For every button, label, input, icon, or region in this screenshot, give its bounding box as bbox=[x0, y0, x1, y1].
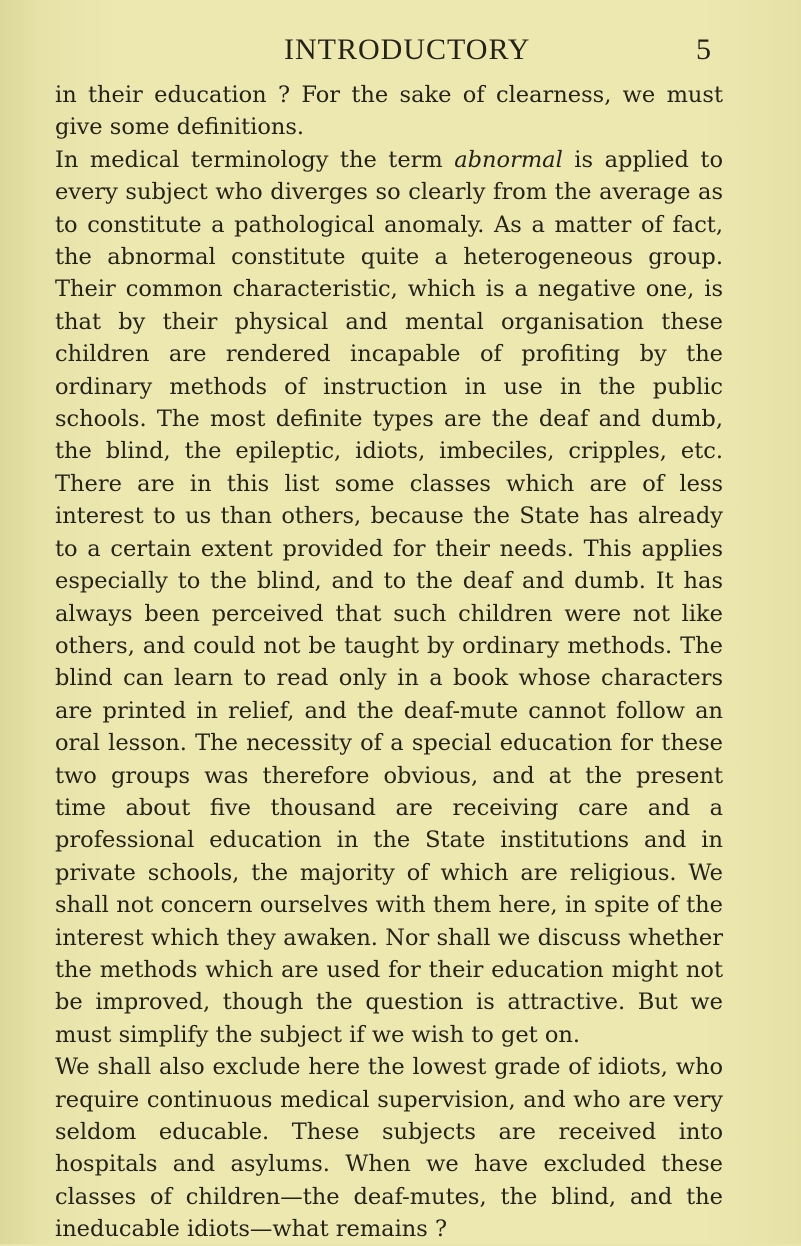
page-header bbox=[0, 30, 801, 70]
paragraph-2-rest: is applied to every subject who diverges so clearly from the average as to constitute a pathological anomaly. As a matter of fact, the abnormal constitute quite a heterogeneous group. Their common characteristic, which is a negative one, is that by their physical and mental organisation these children are rendered incapable of profiting by the ordinary methods of instruction in use in the public schools. The most definite types are the deaf and dumb, the blind, the epileptic, idiots, imbeciles, cripples, etc. There are in this list some classes which are of less interest to us than others, because the State has already to a certain extent provided for their needs. This applies especially to the blind, and to the deaf and dumb. It has always been perceived that such children were not like others, and could not be taught by ordinary methods. The blind can learn to read only in a book whose characters are printed in relief, and the deaf-mute cannot follow an oral lesson. The necessity of a special education for these two groups was therefore obvious, and at the present time about five thousand are receiving care and a professional education in the State institutions and in private schools, the majority of which are religious. We shall not concern ourselves with them here, in spite of the interest which they awaken. Nor shall we discuss whether the methods which are used for their education might not be improved, though the question is attractive. But we must simplify the subject if we wish to get on. bbox=[55, 146, 723, 1048]
paragraph-2-lead: In medical terminology the term bbox=[55, 146, 455, 173]
paragraph-1: in their education ? For the sake of clearness, we must give some definitions. bbox=[55, 82, 723, 141]
italic-term-abnormal: abnormal bbox=[454, 146, 563, 173]
paragraph-2 bbox=[55, 144, 723, 1051]
running-title: INTRODUCTORY bbox=[284, 33, 531, 66]
page-number: 5 bbox=[696, 33, 711, 66]
body-text bbox=[55, 79, 723, 1246]
paragraph-3: We shall also exclude here the lowest grade of idiots, who require continuous medical supervision, and who are very seldom educable. These subjects are received into hospitals and asylums. When we have excluded these classes of children—the deaf-mutes, the blind, and the ineducable idiots—what remains ? bbox=[55, 1054, 723, 1243]
